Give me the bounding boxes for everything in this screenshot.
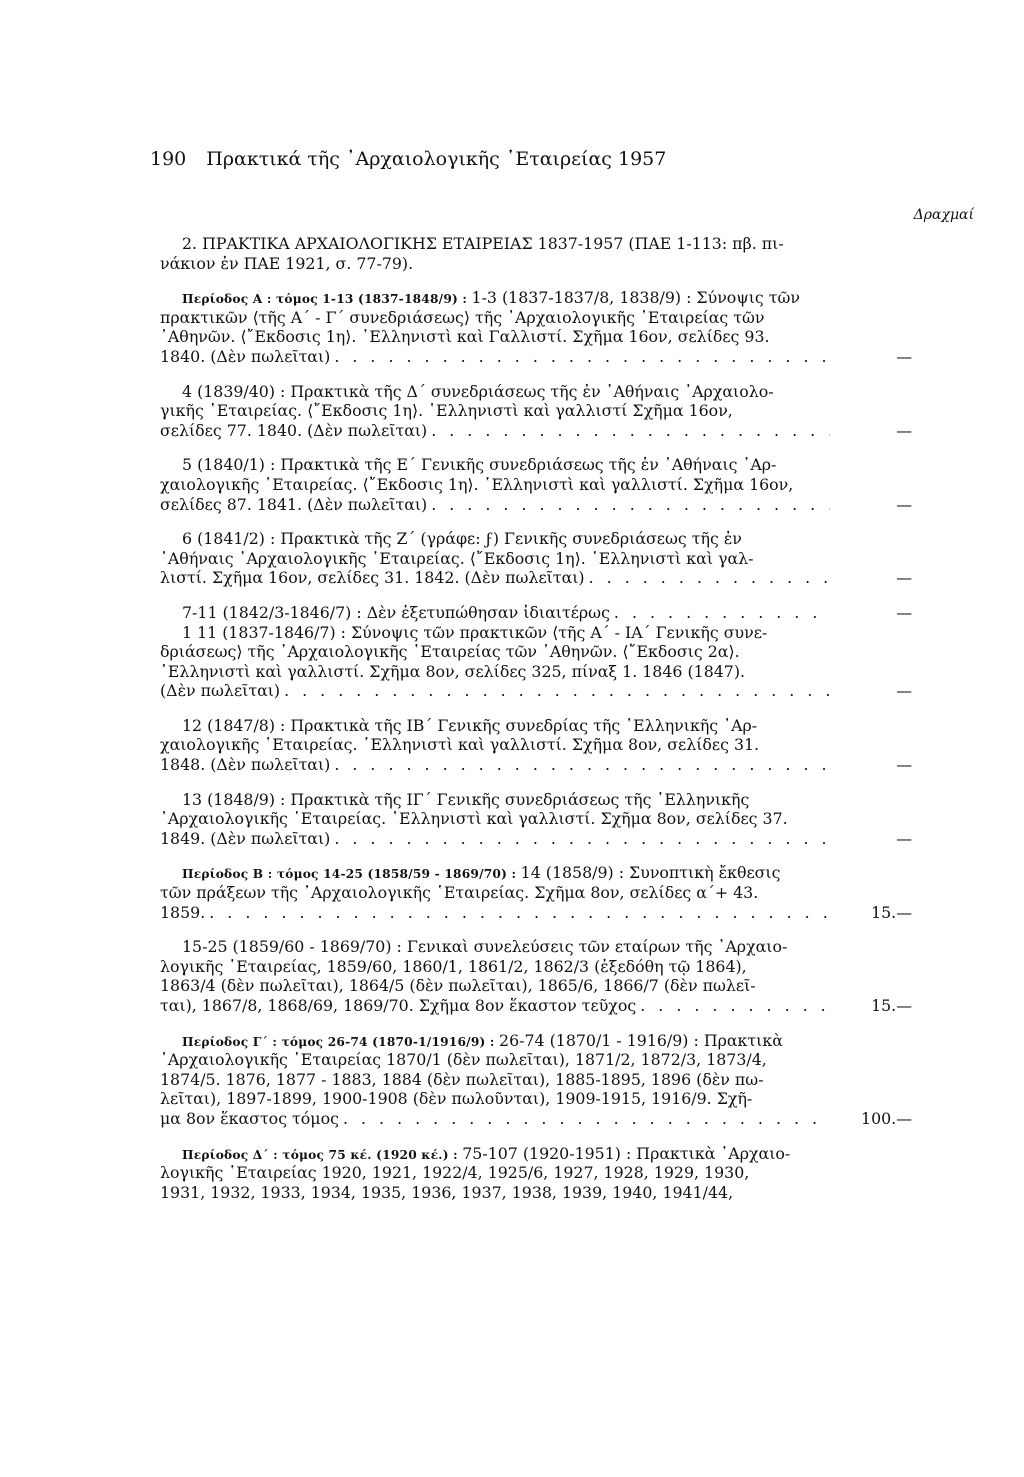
entry-line — [160, 662, 890, 682]
leader-dots — [330, 755, 830, 775]
entry-text: χαιολογικῆς ῾Εταιρείας. ⟨῎Εκδοσις 1η⟩. ῾Ελληνιστὶ καὶ γαλλιστί. Σχῆμα 16ον, — [160, 474, 794, 494]
catalogue-entry — [160, 715, 912, 775]
leader-dots — [610, 603, 830, 623]
catalogue-entry — [160, 455, 912, 514]
entry-line — [160, 234, 890, 254]
entry-line — [160, 602, 912, 623]
entry-line — [160, 735, 890, 755]
entry-text: τῶν πράξεων τῆς ᾿Αρχαιολογικῆς ῾Εταιρείας. Σχῆμα 8ον, σελίδες α΄+ 43. — [160, 883, 759, 903]
entry-line — [160, 288, 890, 308]
entry-line — [160, 475, 890, 495]
catalogue-entry — [160, 602, 912, 623]
entry-line — [160, 1089, 890, 1109]
catalogue-entry — [160, 529, 912, 588]
entry-line — [160, 1163, 890, 1183]
entry-text: νάκιον ἐν ΠΑΕ 1921, σ. 77-79). — [160, 253, 414, 273]
entry-line — [160, 976, 890, 996]
entry-text: λογικῆς ῾Εταιρείας 1920, 1921, 1922/4, 1925/6, 1927, 1928, 1929, 1930, — [160, 1163, 750, 1183]
page-header — [150, 148, 666, 170]
entry-text: 5 (1840/1) : Πρακτικὰ τῆς Ε΄ Γενικῆς συνεδριάσεως τῆς ἐν ᾿Αθήναις ᾿Αρ- — [182, 455, 777, 475]
entry-line — [160, 401, 890, 421]
entry-line — [160, 254, 890, 274]
leader-dots — [330, 347, 830, 367]
entry-line — [160, 902, 912, 923]
entry-line — [160, 642, 890, 662]
entry-text: (Δὲν πωλεῖται) — [160, 681, 281, 701]
catalogue-entry — [160, 1144, 890, 1203]
entry-text: 1931, 1932, 1933, 1934, 1935, 1936, 1937, 1938, 1939, 1940, 1941/44, — [160, 1182, 734, 1202]
entry-text: 12 (1847/8) : Πρακτικὰ τῆς ΙΒ΄ Γενικῆς συνεδρίας τῆς ῾Ελληνικῆς ᾿Αρ- — [182, 715, 758, 735]
entry-line — [160, 382, 890, 402]
entry-line — [160, 957, 890, 977]
price-value: — — [896, 346, 912, 366]
entry-line — [160, 623, 890, 643]
catalogue-entry — [160, 789, 912, 849]
period-label: Περίοδος Γ΄ : τόμος 26-74 (1870-1/1916/9) : — [182, 1034, 500, 1049]
entry-text: 1 11 (1837-1846/7) : Σύνοψις τῶν πρακτικῶν ⟨τῆς Α΄ - ΙΑ΄ Γενικῆς συνε- — [182, 622, 768, 642]
entry-text: σελίδες 77. 1840. (Δὲν πωλεῖται) — [160, 420, 428, 440]
entry-text: 1874/5. 1876, 1877 - 1883, 1884 (δὲν πωλεῖται), 1885-1895, 1896 (δὲν πω- — [160, 1069, 764, 1089]
price-value: — — [896, 420, 912, 440]
entry-text: 1849. (Δὲν πωλεῖται) — [160, 828, 331, 848]
entry-line — [160, 1031, 890, 1051]
price-value: — — [896, 755, 912, 775]
leader-dots — [330, 829, 830, 849]
leader-dots — [427, 495, 830, 515]
entry-text: ᾿Αθηνῶν. ⟨῎Εκδοσις 1η⟩. ῾Ελληνιστὶ καὶ Γαλλιστί. Σχῆμα 16ον, σελίδες 93. — [160, 327, 770, 347]
entry-line — [160, 681, 912, 701]
entry-text: 75-107 (1920-1951) : Πρακτικὰ ᾿Αρχαιο- — [462, 1143, 791, 1163]
entry-text: χαιολογικῆς ῾Εταιρείας. ῾Ελληνιστὶ καὶ γαλλιστί. Σχῆμα 8ον, σελίδες 31. — [160, 735, 760, 755]
entry-text: 7-11 (1842/3-1846/7) : Δὲν ἐξετυπώθησαν ἰδιαιτέρως — [182, 602, 610, 622]
entry-text: 13 (1848/9) : Πρακτικὰ τῆς ΙΓ΄ Γενικῆς συνεδριάσεως τῆς ῾Ελληνικῆς — [182, 789, 750, 809]
entry-text: 1859. — [160, 902, 206, 922]
catalogue-entry — [160, 381, 912, 441]
leader-dots — [427, 421, 830, 441]
price-value: — — [896, 494, 912, 514]
catalogue-entry — [160, 622, 912, 701]
entry-line — [160, 1070, 890, 1090]
page-number: 190 — [150, 148, 187, 170]
entry-line — [160, 549, 890, 569]
price-column-heading: Δραχμαί — [913, 207, 974, 223]
catalogue-entry — [160, 234, 890, 273]
price-value: 15.— — [871, 996, 912, 1015]
leader-dots — [280, 681, 830, 701]
entry-line — [160, 1050, 890, 1070]
leader-dots — [205, 903, 830, 923]
entry-text: δριάσεως⟩ τῆς ᾿Αρχαιολογικῆς ῾Εταιρείας τῶν ᾿Αθηνῶν. ⟨῎Εκδοσις 2α⟩. — [160, 642, 740, 662]
price-value: — — [896, 681, 912, 701]
entry-line — [160, 346, 912, 367]
entry-text: πρακτικῶν ⟨τῆς Α΄ - Γ΄ συνεδριάσεως⟩ τῆς ᾿Αρχαιολογικῆς ῾Εταιρείας τῶν — [160, 307, 765, 327]
running-title: Πρακτικά τῆς ᾿Αρχαιολογικῆς ῾Εταιρείας 1957 — [206, 148, 667, 170]
period-label: Περίοδος Α : τόμος 1-13 (1837-1848/9) : — [182, 292, 472, 307]
entry-text: 1848. (Δὲν πωλεῖται) — [160, 755, 331, 775]
entry-text: λογικῆς ῾Εταιρείας, 1859/60, 1860/1, 1861/2, 1862/3 (ἐξεδόθη τῷ 1864), — [160, 956, 747, 976]
entry-line — [160, 996, 912, 1016]
leader-dots — [339, 1109, 830, 1129]
entry-text: μα 8ον ἕκαστος τόμος — [160, 1108, 339, 1128]
entry-line — [160, 308, 890, 328]
catalogue-body — [160, 234, 912, 1217]
entry-line — [160, 790, 890, 810]
catalogue-entry — [160, 1030, 912, 1129]
entry-line — [160, 568, 912, 588]
entry-text: ᾿Αθήναις ᾿Αρχαιολογικῆς ῾Εταιρείας. ⟨῎Εκδοσις 1η⟩. ῾Ελληνιστὶ καὶ γαλ- — [160, 548, 754, 568]
entry-line — [160, 755, 912, 775]
price-value: — — [896, 568, 912, 588]
entry-text: ῾Ελληνιστὶ καὶ γαλλιστί. Σχῆμα 8ον, σελίδες 325, πίναξ 1. 1846 (1847). — [160, 661, 746, 681]
entry-line — [160, 809, 890, 829]
entry-text: λεῖται), 1897-1899, 1900-1908 (δὲν πωλοῦνται), 1909-1915, 1916/9. Σχῆ- — [160, 1089, 753, 1109]
entry-text: 6 (1841/2) : Πρακτικὰ τῆς Ζ΄ (γράφε: ϝ) Γενικῆς συνεδριάσεως τῆς ἐν — [182, 529, 742, 549]
period-label: Περίοδος Β : τόμος 14-25 (1858/59 - 1869/70) : — [182, 867, 521, 882]
entry-line — [160, 494, 912, 515]
entry-line — [160, 1183, 890, 1203]
entry-text: 26-74 (1870/1 - 1916/9) : Πρακτικὰ — [499, 1030, 783, 1050]
entry-line — [160, 1108, 912, 1129]
leader-dots — [636, 996, 830, 1016]
entry-text: 1840. (Δὲν πωλεῖται) — [160, 346, 331, 366]
entry-line — [160, 455, 890, 475]
entry-text: ᾿Αρχαιολογικῆς ῾Εταιρείας. ῾Ελληνιστὶ καὶ γαλλιστί. Σχῆμα 8ον, σελίδες 37. — [160, 809, 788, 829]
entry-text: ᾿Αρχαιολογικῆς ῾Εταιρείας 1870/1 (δὲν πωλεῖται), 1871/2, 1872/3, 1873/4, — [160, 1050, 767, 1070]
entry-text: γικῆς ῾Εταιρείας. ⟨῎Εκδοσις 1η⟩. ῾Ελληνιστὶ καὶ γαλλιστί Σχῆμα 16ον, — [160, 401, 733, 421]
entry-line — [160, 828, 912, 849]
entry-text: λιστί. Σχῆμα 16ον, σελίδες 31. 1842. (Δὲν πωλεῖται) — [160, 568, 585, 588]
entry-text: σελίδες 87. 1841. (Δὲν πωλεῖται) — [160, 494, 428, 514]
entry-line — [160, 716, 890, 736]
price-value: — — [896, 602, 912, 622]
price-value: — — [896, 828, 912, 848]
entry-text: 4 (1839/40) : Πρακτικὰ τῆς Δ΄ συνεδριάσεως τῆς ἐν ᾿Αθήναις ᾿Αρχαιολο- — [182, 381, 774, 401]
entry-line — [160, 529, 890, 549]
entry-text: 14 (1858/9) : Συνοπτικὴ ἔκθεσις — [520, 863, 781, 883]
entry-line — [160, 327, 890, 347]
catalogue-entry — [160, 288, 912, 366]
entry-text: ται), 1867/8, 1868/69, 1869/70. Σχῆμα 8ον ἕκαστον τεῦχος — [160, 996, 637, 1015]
catalogue-entry — [160, 863, 912, 922]
price-value: 100.— — [861, 1108, 912, 1128]
entry-line — [160, 937, 890, 957]
entry-line — [160, 420, 912, 441]
entry-line — [160, 863, 890, 883]
entry-text: 15-25 (1859/60 - 1869/70) : Γενικαὶ συνελεύσεις τῶν εταίρων τῆς ᾿Αρχαιο- — [182, 937, 788, 957]
entry-line — [160, 1144, 890, 1164]
leader-dots — [585, 568, 830, 588]
entry-line — [160, 883, 890, 903]
entry-text: 1-3 (1837-1837/8, 1838/9) : Σύνοψις τῶν — [471, 288, 800, 308]
entry-text: 1863/4 (δὲν πωλεῖται), 1864/5 (δὲν πωλεῖται), 1865/6, 1866/7 (δὲν πωλεῖ- — [160, 976, 756, 996]
price-value: 15.— — [871, 902, 912, 922]
entry-text: 2. ΠΡΑΚΤΙΚΑ ΑΡΧΑΙΟΛΟΓΙΚΗΣ ΕΤΑΙΡΕΙΑΣ 1837-1957 (ΠΑΕ 1-113: πβ. πι- — [182, 234, 784, 253]
catalogue-entry — [160, 937, 912, 1015]
period-label: Περίοδος Δ΄ : τόμος 75 κέ. (1920 κέ.) : — [182, 1147, 463, 1162]
